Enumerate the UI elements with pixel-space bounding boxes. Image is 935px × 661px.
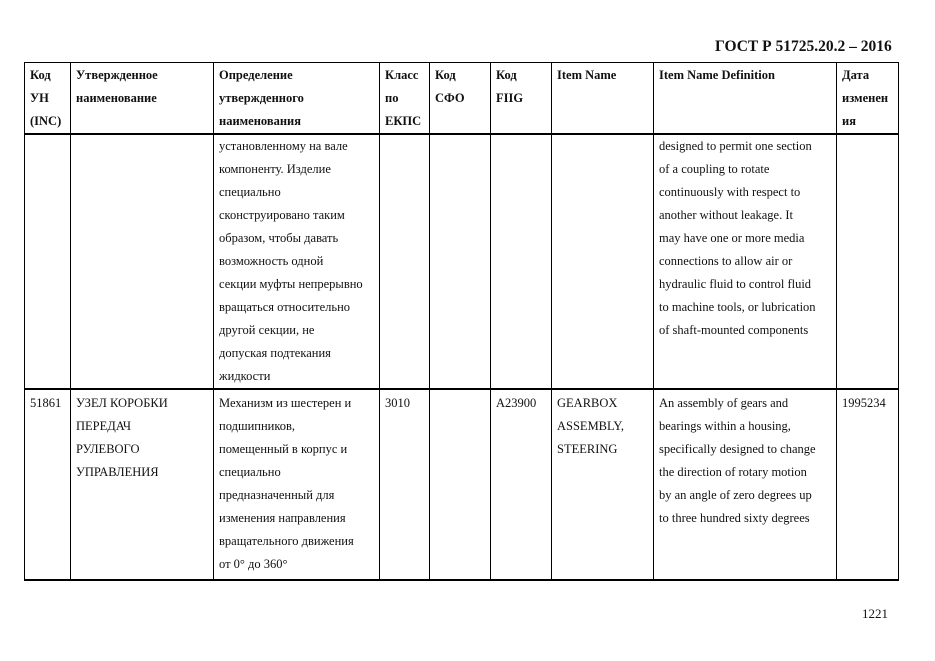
- text-line: to machine tools, or lubrication: [659, 300, 816, 314]
- table-header-row: [25, 63, 899, 135]
- text-line: РУЛЕВОГО: [76, 442, 140, 456]
- header-item-name: Item Name: [552, 63, 654, 135]
- cell-class: 3010: [380, 389, 430, 580]
- text-line: of a coupling to rotate: [659, 162, 770, 176]
- header-date: Дата изменен ия: [837, 63, 899, 135]
- cell-definition-ru: [214, 134, 380, 389]
- text-line: specifically designed to change: [659, 442, 816, 456]
- header-class: Класс по ЕКПС: [380, 63, 430, 135]
- text-line: компоненту. Изделие: [219, 162, 331, 176]
- header-sfo: Код СФО: [430, 63, 491, 135]
- text-line: вращаться относительно: [219, 300, 351, 314]
- text-line: образом, чтобы давать: [219, 231, 339, 245]
- text-line: may have one or more media: [659, 231, 805, 245]
- cell-fiig: A23900: [491, 389, 552, 580]
- text-line: предназначенный для: [219, 488, 335, 502]
- text-line: by an angle of zero degrees up: [659, 488, 812, 502]
- cell-definition-ru: [214, 389, 380, 580]
- cell-date: [837, 134, 899, 389]
- cell-sfo: [430, 134, 491, 389]
- text-line: An assembly of gears and: [659, 396, 789, 410]
- header-inc: Код УН (INC): [25, 63, 71, 135]
- cell-item-name: [552, 389, 654, 580]
- catalog-table: [24, 62, 899, 581]
- text-line: возможность одной: [219, 254, 324, 268]
- cell-definition-en: [654, 134, 837, 389]
- text-line: STEERING: [557, 442, 618, 456]
- text-line: подшипников,: [219, 419, 296, 433]
- cell-date: 1995234: [837, 389, 899, 580]
- header-fiig: Код FIIG: [491, 63, 552, 135]
- text-line: помещенный в корпус и: [219, 442, 348, 456]
- text-line: Механизм из шестерен и: [219, 396, 352, 410]
- cell-item-name: [552, 134, 654, 389]
- text-line: continuously with respect to: [659, 185, 801, 199]
- text-line: от 0° до 360°: [219, 557, 288, 571]
- header-definition-ru: Определение утвержденного наименования: [214, 63, 380, 135]
- cell-approved-name: [71, 134, 214, 389]
- header-item-name-definition: Item Name Definition: [654, 63, 837, 135]
- cell-approved-name: [71, 389, 214, 580]
- text-line: connections to allow air or: [659, 254, 793, 268]
- text-line: секции муфты непрерывно: [219, 277, 363, 291]
- text-line: ASSEMBLY,: [557, 419, 624, 433]
- table-row: [25, 134, 899, 389]
- header-approved-name: Утвержденное наименование: [71, 63, 214, 135]
- text-line: designed to permit one section: [659, 139, 812, 153]
- text-line: bearings within a housing,: [659, 419, 791, 433]
- page-number: 1221: [862, 606, 888, 621]
- text-line: the direction of rotary motion: [659, 465, 807, 479]
- cell-class: [380, 134, 430, 389]
- text-line: жидкости: [219, 369, 271, 383]
- text-line: сконструировано таким: [219, 208, 345, 222]
- text-line: установленному на вале: [219, 139, 348, 153]
- text-line: of shaft-mounted components: [659, 323, 809, 337]
- text-line: to three hundred sixty degrees: [659, 511, 810, 525]
- cell-inc: 51861: [25, 389, 71, 580]
- text-line: hydraulic fluid to control fluid: [659, 277, 812, 291]
- cell-sfo: [430, 389, 491, 580]
- text-line: другой секции, не: [219, 323, 315, 337]
- text-line: допуская подтекания: [219, 346, 331, 360]
- text-line: вращательного движения: [219, 534, 354, 548]
- text-line: GEARBOX: [557, 396, 618, 410]
- cell-definition-en: [654, 389, 837, 580]
- text-line: изменения направления: [219, 511, 346, 525]
- text-line: another without leakage. It: [659, 208, 793, 222]
- text-line: специально: [219, 185, 281, 199]
- document-code: ГОСТ Р 51725.20.2 – 2016: [715, 38, 892, 55]
- text-line: УЗЕЛ КОРОБКИ: [76, 396, 168, 410]
- cell-inc: [25, 134, 71, 389]
- text-line: УПРАВЛЕНИЯ: [76, 465, 159, 479]
- text-line: ПЕРЕДАЧ: [76, 419, 132, 433]
- text-line: специально: [219, 465, 281, 479]
- table-row: [25, 389, 899, 580]
- cell-fiig: [491, 134, 552, 389]
